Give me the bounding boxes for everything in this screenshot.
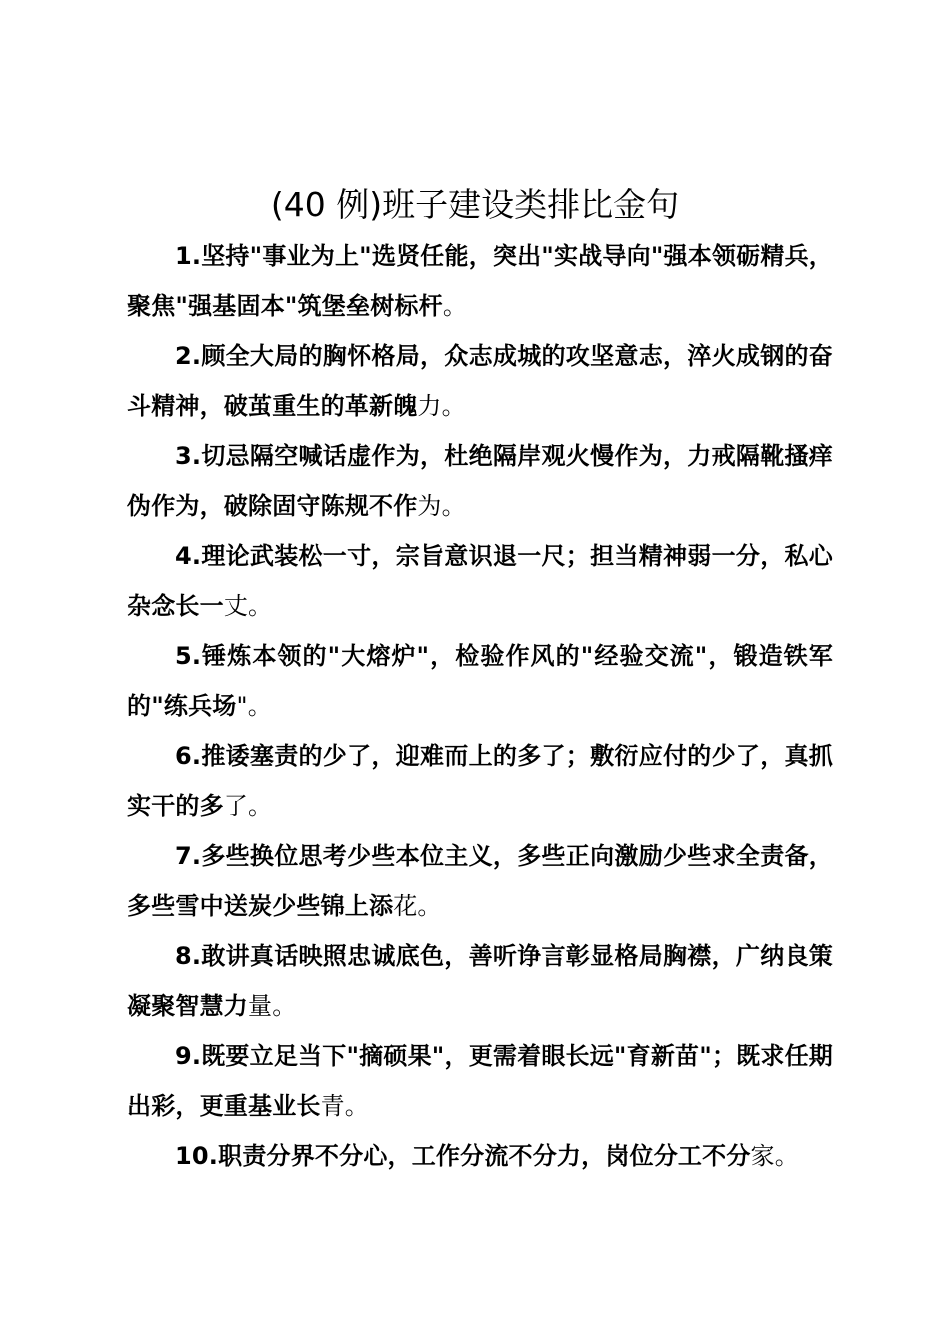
item-tail: 力。 xyxy=(417,391,466,420)
item-text: 10.职责分界不分心，工作分流不分力，岗位分工不分 xyxy=(175,1142,751,1170)
document-title: (40 例)班子建设类排比金句 xyxy=(270,185,680,224)
list-item xyxy=(127,1132,833,1182)
list-item xyxy=(127,832,833,931)
item-tail: 丈。 xyxy=(223,591,273,620)
item-text: 8.敢讲真话映照忠诚底色，善听诤言彰显格局胸襟，广纳良策凝聚智慧力 xyxy=(127,942,833,1020)
list-item xyxy=(127,932,833,1031)
item-text: 2.顾全大局的胸怀格局，众志成城的攻坚意志，淬火成钢的奋斗精神，破茧重生的革新魄 xyxy=(127,342,833,420)
item-tail: 量。 xyxy=(248,991,297,1020)
item-tail: 了。 xyxy=(223,791,273,820)
item-text: 6.推诿塞责的少了，迎难而上的多了；敷衍应付的少了，真抓实干的多 xyxy=(127,742,833,820)
item-text: 1.坚持"事业为上"选贤任能，突出"实战导向"强本领砺精兵，聚焦"强基固本"筑堡垒树标杆 xyxy=(127,242,833,320)
list-item xyxy=(127,232,833,331)
item-text: 5.锤炼本领的"大熔炉"，检验作风的"经验交流"，锻造铁军的"练兵场 xyxy=(127,642,833,720)
item-tail: 花。 xyxy=(393,891,442,920)
item-tail: 。 xyxy=(442,291,468,320)
list-item xyxy=(127,1032,833,1131)
item-tail: "。 xyxy=(236,691,272,720)
item-tail: 家。 xyxy=(750,1142,799,1170)
list-item xyxy=(127,732,833,831)
list-item xyxy=(127,632,833,731)
item-tail: 青。 xyxy=(320,1091,370,1120)
item-text: 4.理论武装松一寸，宗旨意识退一尺；担当精神弱一分，私心杂念长一 xyxy=(127,542,833,620)
list-item xyxy=(127,332,833,431)
item-text: 3.切忌隔空喊话虚作为，杜绝隔岸观火慢作为，力戒隔靴搔痒伪作为，破除固守陈规不作 xyxy=(127,442,833,520)
item-text: 7.多些换位思考少些本位主义，多些正向激励少些求全责备，多些雪中送炭少些锦上添 xyxy=(127,842,833,920)
item-text: 9.既要立足当下"摘硕果"，更需着眼长远"育新苗"；既求任期出彩，更重基业长 xyxy=(127,1042,833,1120)
sentence-list xyxy=(127,232,833,1183)
item-tail: 为。 xyxy=(417,491,466,520)
list-item xyxy=(127,432,833,531)
list-item xyxy=(127,532,833,631)
